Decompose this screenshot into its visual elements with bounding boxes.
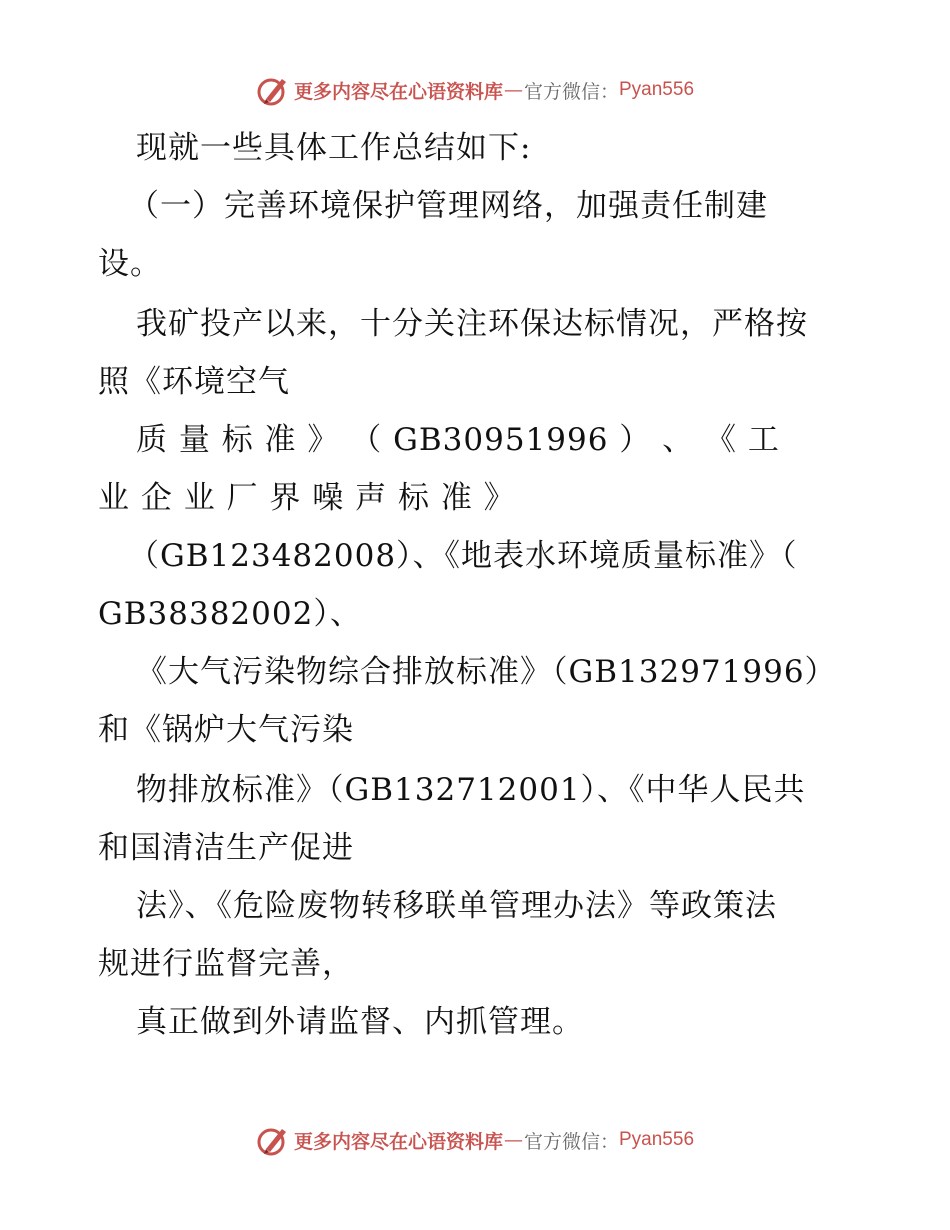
text-line: 我矿投产以来，十分关注环保达标情况，严格按 (136, 306, 808, 342)
pen-logo-icon (256, 1123, 290, 1157)
text-line: 设。 (98, 246, 162, 282)
banner-wechat-label: 官方微信： (523, 80, 619, 103)
banner-dash: — (503, 1129, 523, 1151)
footer-banner (0, 1120, 950, 1160)
header-banner (0, 70, 950, 110)
banner-dash: — (503, 79, 523, 101)
text-line: 法》、《危险废物转移联单管理办法》等政策法 (136, 888, 777, 924)
text-line: （一）完善环境保护管理网络，加强责任制建 (128, 188, 768, 224)
pen-logo-icon (256, 73, 290, 107)
text-line: 现就一些具体工作总结如下: (136, 130, 532, 166)
text-line: GB38382002）、 (98, 596, 362, 632)
banner-wechat-id: Pyan556 (619, 79, 695, 100)
text-line: 物排放标准》（GB132712001）、《中华人民共 (136, 772, 806, 808)
text-line: 质 量 标 准 》 （ GB30951996 ） 、 《 工 (136, 422, 780, 458)
banner-wechat-label: 官方微信： (523, 1130, 619, 1153)
text-line: 和《锅炉大气污染 (98, 712, 354, 748)
text-line: 和国清洁生产促进 (98, 830, 354, 866)
banner-brand: 更多内容尽在心语资料库 (293, 80, 503, 103)
text-line: （GB123482008）、《地表水环境质量标准》（ (128, 538, 798, 574)
banner-brand: 更多内容尽在心语资料库 (293, 1130, 503, 1153)
text-line: 规进行监督完善， (98, 946, 354, 982)
banner-wechat-id: Pyan556 (619, 1129, 695, 1150)
text-line: 照《环境空气 (98, 364, 290, 400)
text-line: 真正做到外请监督、内抓管理。 (136, 1004, 584, 1040)
text-line: 《大气污染物综合排放标准》（GB132971996） (136, 654, 837, 690)
text-line: 业 企 业 厂 界 噪 声 标 准 》 (98, 480, 516, 516)
